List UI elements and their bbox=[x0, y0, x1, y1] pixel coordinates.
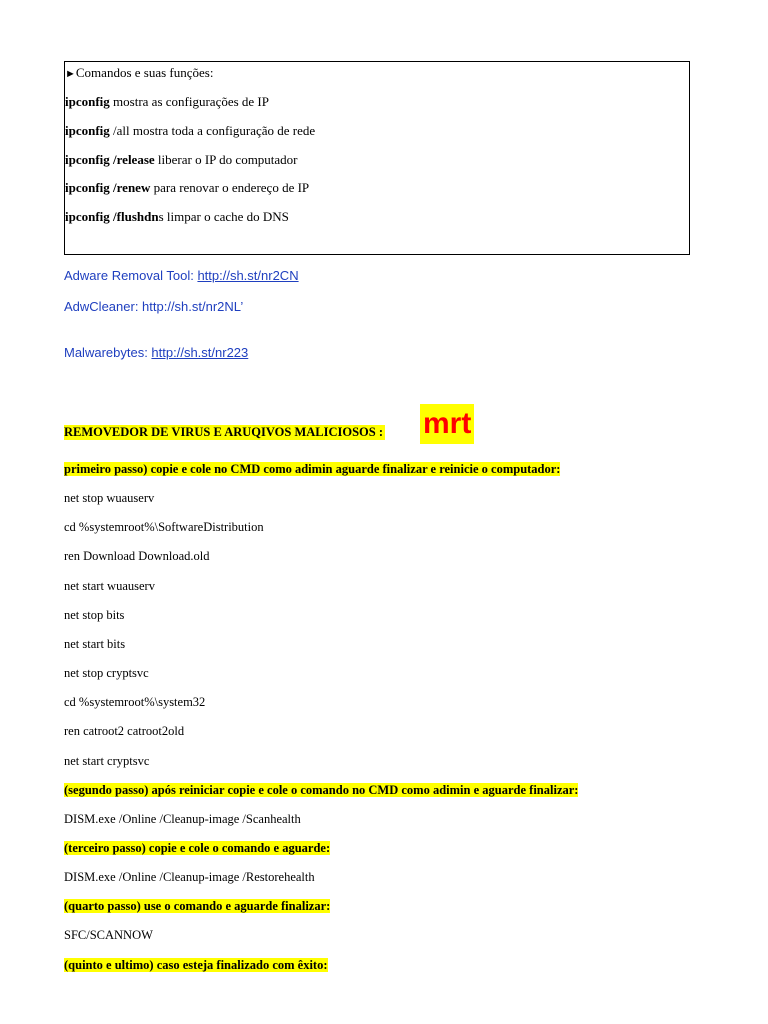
command-line bbox=[65, 94, 269, 110]
command-text: ren catroot2 catroot2old bbox=[64, 724, 185, 739]
adware-removal-url[interactable]: http://sh.st/nr2CN bbox=[197, 268, 299, 283]
commands-header: ►Comandos e suas funções: bbox=[65, 65, 214, 80]
command-text: net stop bits bbox=[64, 607, 125, 622]
command-name: ipconfig /flushdn bbox=[65, 209, 159, 224]
command-desc: /all mostra toda a configuração de rede bbox=[109, 123, 316, 138]
command-name: ipconfig /renew bbox=[65, 180, 151, 195]
command-text: SFC/SCANNOW bbox=[64, 928, 153, 943]
play-arrow-icon: ► bbox=[65, 68, 76, 80]
command-line bbox=[65, 123, 315, 139]
step-heading: (quinto e ultimo) caso esteja finalizado com êxito: bbox=[64, 957, 328, 972]
command-text: DISM.exe /Online /Cleanup-image /Scanhealth bbox=[64, 811, 301, 826]
malwarebytes-url[interactable]: http://sh.st/nr223 bbox=[151, 345, 249, 360]
tool-link-malwarebytes: Malwarebytes: http://sh.st/nr223 bbox=[64, 345, 249, 360]
command-text: net stop wuauserv bbox=[64, 491, 155, 506]
commands-box bbox=[64, 61, 690, 255]
command-text: net start cryptsvc bbox=[64, 753, 150, 768]
command-text: net start wuauserv bbox=[64, 578, 155, 593]
section-title: REMOVEDOR DE VIRUS E ARUQIVOS MALICIOSOS : bbox=[64, 425, 384, 439]
mrt-badge: mrt bbox=[420, 404, 474, 444]
step-heading: (segundo passo) após reiniciar copie e cole o comando no CMD como adimin e aguarde finalizar: bbox=[64, 782, 579, 797]
step-heading: primeiro passo) copie e cole no CMD como adimin aguarde finalizar e reinicie o computador: bbox=[64, 462, 561, 476]
command-text: net start bits bbox=[64, 636, 126, 651]
command-line bbox=[65, 180, 309, 196]
command-name: ipconfig bbox=[65, 94, 110, 109]
command-name: ipconfig bbox=[65, 123, 110, 138]
command-line bbox=[65, 152, 298, 168]
command-text: cd %systemroot%\system32 bbox=[64, 695, 206, 710]
command-desc: liberar o IP do computador bbox=[154, 152, 298, 167]
command-desc: s limpar o cache do DNS bbox=[158, 209, 289, 224]
command-text: DISM.exe /Online /Cleanup-image /Restorehealth bbox=[64, 870, 315, 885]
tool-link-adwcleaner: AdwCleaner: http://sh.st/nr2NL’ bbox=[64, 299, 244, 314]
command-line bbox=[65, 209, 289, 225]
command-desc: mostra as configurações de IP bbox=[109, 94, 269, 109]
command-text: net stop cryptsvc bbox=[64, 666, 149, 681]
tool-link-adware-removal: Adware Removal Tool: http://sh.st/nr2CN bbox=[64, 268, 299, 283]
command-text: ren Download Download.old bbox=[64, 549, 210, 564]
command-name: ipconfig /release bbox=[65, 152, 155, 167]
command-text: cd %systemroot%\SoftwareDistribution bbox=[64, 520, 264, 535]
step-heading: (quarto passo) use o comando e aguarde finalizar: bbox=[64, 899, 331, 914]
step-heading: (terceiro passo) copie e cole o comando e aguarde: bbox=[64, 840, 331, 855]
command-desc: para renovar o endereço de IP bbox=[150, 180, 310, 195]
